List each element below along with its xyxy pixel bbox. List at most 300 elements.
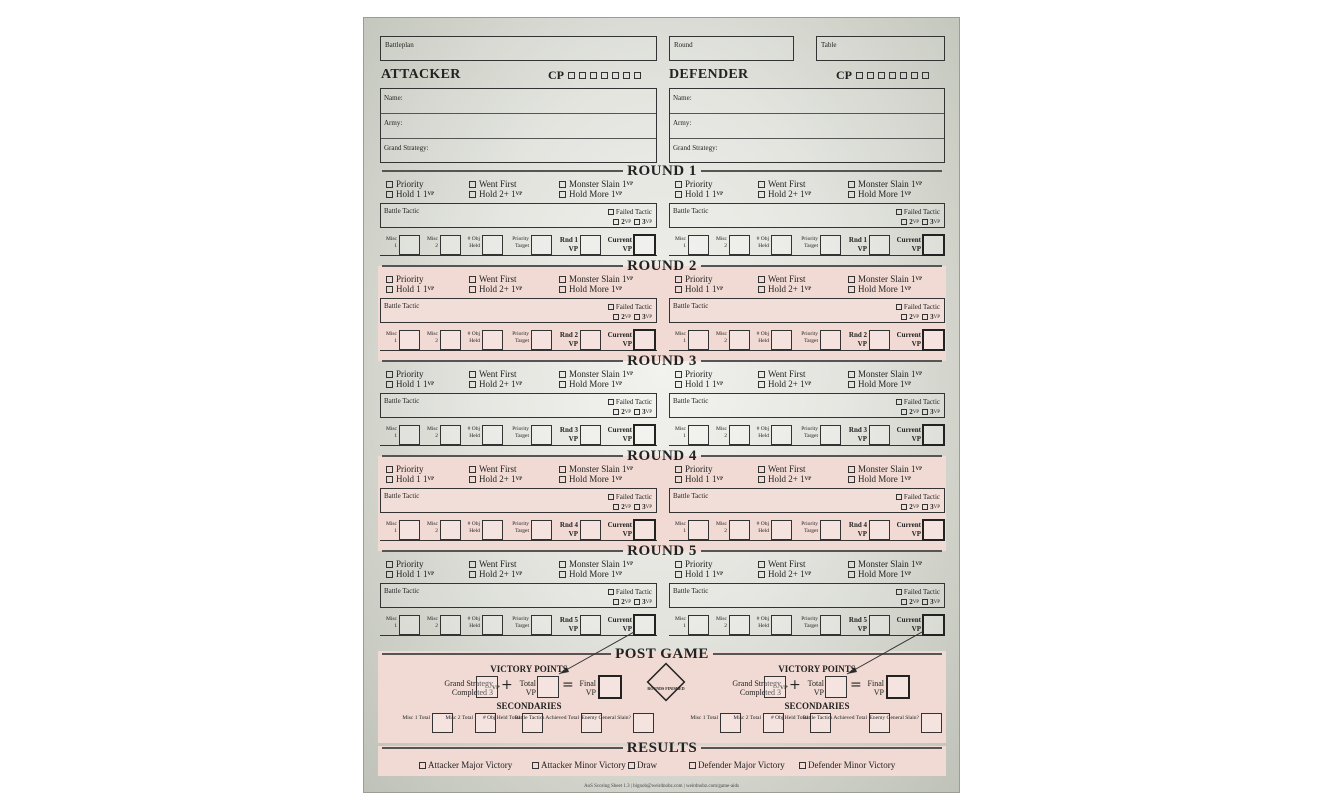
grand-strategy-completed-label-line: Completed 3 (739, 688, 781, 697)
misc-2-label-line: 2 (435, 433, 438, 439)
priority-target-label-line: Target (515, 528, 529, 534)
hold-1-checkbox-label: Hold 1 1 (396, 189, 428, 199)
misc-2-label-line: Misc (716, 616, 727, 622)
misc-2-label-line: 2 (724, 528, 727, 534)
priority-checkbox-label: Priority (685, 559, 713, 569)
misc-2-label-line: Misc (716, 331, 727, 337)
priority-checkbox-label: Priority (396, 464, 424, 474)
checkbox-icon[interactable] (419, 762, 426, 769)
hold-1-checkbox-label: Hold 1 1 (685, 284, 717, 294)
tactic-vp-unit: VP (645, 219, 652, 225)
failed-tactic-label: Failed Tactic (615, 208, 652, 216)
hold-1-checkbox-label: Hold 1 1 (685, 189, 717, 199)
obj-held-label-line: # Obj (467, 426, 480, 432)
hold-1-checkbox-label: Hold 1 1 (685, 569, 717, 579)
current-vp-label-line: VP (622, 435, 632, 443)
monster-slain-checkbox-label: Monster Slain 1 (569, 464, 627, 474)
priority-target-label-line: Priority (801, 616, 818, 622)
priority-checkbox-label: Priority (685, 179, 713, 189)
final-vp-label-line: VP (585, 688, 596, 697)
monster-slain-checkbox-label: Monster Slain 1 (569, 179, 627, 189)
hold-2-checkbox-vp: VP (804, 286, 812, 292)
round-vp-label-line: VP (857, 435, 867, 443)
obj-held-label-line: # Obj (756, 616, 769, 622)
misc-1-label-line: 1 (683, 623, 686, 629)
hold-2-checkbox-vp: VP (515, 286, 523, 292)
hold-more-checkbox-vp: VP (904, 286, 912, 292)
round-title: ROUND 5 (627, 542, 697, 559)
hold-more-checkbox-vp: VP (615, 191, 623, 197)
round-vp-label-line: VP (568, 530, 578, 538)
round-vp-label-line: VP (568, 435, 578, 443)
total-vp-label-line: VP (813, 688, 824, 697)
failed-tactic-label: Failed Tactic (615, 303, 652, 311)
battle-tactic-label: Battle Tactic (384, 397, 420, 405)
hold-1-checkbox-vp: VP (716, 476, 724, 482)
tactic-vp-value: 2 (621, 313, 625, 321)
priority-target-label-line: Target (515, 433, 529, 439)
hold-2-checkbox-vp: VP (804, 571, 812, 577)
defender-title: DEFENDER (669, 67, 749, 82)
misc-1-label-line: 1 (394, 338, 397, 344)
secondary-label: Battle Tactics Achieved Total (514, 715, 579, 721)
current-vp-label-line: VP (622, 245, 632, 253)
secondary-label: Enemy General Slain? (869, 715, 919, 721)
hold-more-checkbox-vp: VP (904, 571, 912, 577)
failed-tactic-label: Failed Tactic (615, 493, 652, 501)
round-title: ROUND 4 (627, 447, 697, 464)
misc-1-label-line: Misc (675, 236, 686, 242)
hold-more-checkbox-vp: VP (904, 381, 912, 387)
army-label: Army: (673, 119, 692, 127)
hold-1-checkbox-label: Hold 1 1 (396, 284, 428, 294)
went-first-checkbox-label: Went First (479, 274, 517, 284)
hold-more-checkbox-label: Hold More 1 (858, 569, 905, 579)
current-vp-label-line: VP (911, 530, 921, 538)
hold-more-checkbox-vp: VP (615, 476, 623, 482)
footer: AoS Scoring Sheet 1.3 | bignob@weirdnobz.com | weirdnobz.com/game-aids (584, 784, 739, 789)
tactic-vp-value: 3 (642, 218, 646, 226)
result-option[interactable] (799, 760, 895, 770)
misc-1-label-line: 1 (394, 243, 397, 249)
secondary-label: Battle Tactics Achieved Total (802, 715, 867, 721)
round-vp-label-line: VP (857, 340, 867, 348)
tactic-vp-value: 2 (909, 408, 913, 416)
checkbox-icon[interactable] (532, 762, 539, 769)
round-vp-label-line: Rnd 3 (848, 426, 867, 434)
failed-tactic-label: Failed Tactic (615, 588, 652, 596)
misc-1-label-line: Misc (386, 426, 397, 432)
hold-more-checkbox-label: Hold More 1 (569, 379, 616, 389)
current-vp-label-line: Current (607, 331, 632, 339)
misc-1-label-line: Misc (675, 616, 686, 622)
misc-1-label-line: 1 (683, 243, 686, 249)
current-vp-label-line: Current (607, 236, 632, 244)
round-vp-label-line: Rnd 5 (559, 616, 578, 624)
obj-held-label-line: # Obj (756, 331, 769, 337)
secondaries-title: SECONDARIES (784, 701, 850, 711)
attacker-cp-label: CP (548, 68, 564, 82)
misc-1-label-line: 1 (683, 338, 686, 344)
hold-2-checkbox-label: Hold 2+ 1 (479, 189, 516, 199)
completed-vp-unit: VP (492, 685, 500, 691)
round-vp-label-line: Rnd 4 (559, 521, 578, 529)
round-vp-label-line: VP (568, 245, 578, 253)
current-vp-label-line: VP (911, 625, 921, 633)
priority-target-label-line: Target (515, 623, 529, 629)
post-game-arrows (364, 18, 960, 793)
misc-2-label-line: Misc (716, 426, 727, 432)
total-vp-box[interactable] (537, 676, 559, 698)
monster-slain-checkbox-label: Monster Slain 1 (569, 274, 627, 284)
obj-held-label-line: Held (758, 623, 769, 629)
checkbox-icon[interactable] (628, 762, 635, 769)
failed-tactic-label: Failed Tactic (903, 398, 940, 406)
hold-1-checkbox-label: Hold 1 1 (396, 569, 428, 579)
misc-1-label-line: Misc (386, 616, 397, 622)
misc-1-label-line: 1 (683, 433, 686, 439)
battle-tactic-label: Battle Tactic (384, 207, 420, 215)
priority-target-label-line: Target (804, 433, 818, 439)
failed-tactic-label: Failed Tactic (903, 208, 940, 216)
round-vp-label-line: Rnd 2 (848, 331, 867, 339)
obj-held-label-line: # Obj (467, 521, 480, 527)
hold-2-checkbox-label: Hold 2+ 1 (768, 474, 805, 484)
round-label: Round (674, 41, 693, 49)
misc-2-label-line: 2 (724, 433, 727, 439)
went-first-checkbox-label: Went First (768, 179, 806, 189)
hold-1-checkbox-label: Hold 1 1 (685, 474, 717, 484)
round-vp-label-line: Rnd 4 (848, 521, 867, 529)
obj-held-label-line: # Obj (756, 521, 769, 527)
table-label: Table (821, 41, 837, 49)
tactic-vp-unit: VP (912, 219, 920, 225)
priority-target-label-line: Target (804, 623, 818, 629)
monster-slain-checkbox-vp: VP (915, 276, 923, 282)
priority-target-label-line: Target (804, 528, 818, 534)
tactic-vp-value: 3 (930, 218, 934, 226)
hold-more-checkbox-label: Hold More 1 (569, 569, 616, 579)
hold-more-checkbox-label: Hold More 1 (569, 474, 616, 484)
tactic-vp-unit: VP (645, 314, 652, 320)
result-option-label: Attacker Minor Victory (541, 760, 626, 770)
priority-target-label-line: Target (515, 243, 529, 249)
misc-1-label-line: 1 (394, 433, 397, 439)
hold-2-checkbox-vp: VP (515, 476, 523, 482)
result-option[interactable] (532, 760, 626, 770)
tactic-vp-value: 3 (642, 598, 646, 606)
tactic-vp-unit: VP (912, 504, 920, 510)
hold-2-checkbox-label: Hold 2+ 1 (768, 569, 805, 579)
final-vp-box[interactable] (598, 675, 622, 699)
priority-target-label-line: Priority (512, 236, 529, 242)
hold-2-checkbox-label: Hold 2+ 1 (479, 569, 516, 579)
hold-2-checkbox-vp: VP (515, 571, 523, 577)
grand-strategy-label: Grand Strategy: (673, 144, 718, 152)
tactic-vp-value: 2 (909, 598, 913, 606)
hold-2-checkbox-label: Hold 2+ 1 (479, 284, 516, 294)
went-first-checkbox-label: Went First (479, 464, 517, 474)
current-vp-label-line: VP (911, 435, 921, 443)
battle-tactic-label: Battle Tactic (673, 302, 709, 310)
hold-more-checkbox-vp: VP (615, 571, 623, 577)
tactic-vp-unit: VP (933, 314, 940, 320)
current-vp-label-line: Current (896, 331, 921, 339)
misc-2-label-line: 2 (724, 243, 727, 249)
tactic-vp-unit: VP (933, 504, 940, 510)
monster-slain-checkbox-vp: VP (915, 561, 923, 567)
hold-1-checkbox-vp: VP (427, 286, 435, 292)
priority-target-label-line: Target (804, 338, 818, 344)
current-vp-label-line: Current (896, 236, 921, 244)
hold-1-checkbox-vp: VP (716, 381, 724, 387)
tactic-vp-unit: VP (933, 219, 940, 225)
priority-checkbox-label: Priority (396, 559, 424, 569)
hold-1-checkbox-vp: VP (716, 191, 724, 197)
tactic-vp-value: 2 (909, 503, 913, 511)
secondary-label: Misc 2 Total (733, 715, 761, 721)
tactic-vp-unit: VP (624, 599, 632, 605)
priority-checkbox-label: Priority (685, 274, 713, 284)
hold-1-checkbox-label: Hold 1 1 (396, 474, 428, 484)
obj-held-label-line: Held (758, 243, 769, 249)
monster-slain-checkbox-vp: VP (626, 371, 634, 377)
secondary-label: Misc 2 Total (445, 715, 473, 721)
went-first-checkbox-label: Went First (768, 369, 806, 379)
hold-more-checkbox-label: Hold More 1 (858, 284, 905, 294)
battle-tactic-label: Battle Tactic (673, 492, 709, 500)
secondary-label: Misc 1 Total (402, 715, 430, 721)
result-option[interactable] (419, 760, 512, 770)
priority-target-label-line: Priority (512, 426, 529, 432)
monster-slain-checkbox-vp: VP (626, 276, 634, 282)
misc-1-label-line: Misc (386, 236, 397, 242)
priority-target-label-line: Target (515, 338, 529, 344)
monster-slain-checkbox-vp: VP (626, 466, 634, 472)
misc-2-label-line: 2 (435, 243, 438, 249)
misc-1-label-line: 1 (683, 528, 686, 534)
failed-tactic-label: Failed Tactic (903, 493, 940, 501)
battleplan-label: Battleplan (385, 41, 414, 49)
obj-held-label-line: Held (758, 338, 769, 344)
priority-target-label-line: Priority (512, 616, 529, 622)
result-option[interactable] (689, 760, 785, 770)
round-vp-label-line: Rnd 2 (559, 331, 578, 339)
battle-tactic-label: Battle Tactic (673, 207, 709, 215)
hold-1-checkbox-vp: VP (427, 381, 435, 387)
hold-more-checkbox-label: Hold More 1 (858, 189, 905, 199)
priority-target-label-line: Priority (801, 521, 818, 527)
battle-tactic-label: Battle Tactic (384, 492, 420, 500)
scoring-sheet (363, 17, 960, 793)
obj-held-label-line: Held (758, 433, 769, 439)
tactic-vp-value: 3 (642, 503, 646, 511)
misc-2-label-line: 2 (724, 338, 727, 344)
result-option-label: Draw (637, 760, 657, 770)
army-label: Army: (384, 119, 403, 127)
hold-2-checkbox-vp: VP (804, 476, 812, 482)
monster-slain-checkbox-label: Monster Slain 1 (858, 274, 916, 284)
total-vp-label (800, 679, 824, 697)
went-first-checkbox-label: Went First (768, 559, 806, 569)
result-option-label: Defender Major Victory (698, 760, 785, 770)
hold-more-checkbox-label: Hold More 1 (569, 284, 616, 294)
round-vp-label-line: Rnd 1 (848, 236, 867, 244)
priority-target-label-line: Target (804, 243, 818, 249)
tactic-vp-unit: VP (912, 599, 920, 605)
hold-2-checkbox-label: Hold 2+ 1 (479, 379, 516, 389)
priority-checkbox-label: Priority (396, 274, 424, 284)
equals-icon: = (850, 677, 862, 693)
round-title: ROUND 2 (627, 257, 697, 274)
secondary-label: # Obj Held Total (483, 715, 520, 721)
failed-tactic-label: Failed Tactic (615, 398, 652, 406)
attacker-title: ATTACKER (381, 67, 461, 82)
monster-slain-checkbox-label: Monster Slain 1 (858, 179, 916, 189)
total-vp-label-line: Total (807, 679, 824, 688)
obj-held-label-line: # Obj (756, 236, 769, 242)
monster-slain-checkbox-vp: VP (626, 561, 634, 567)
hold-2-checkbox-label: Hold 2+ 1 (768, 379, 805, 389)
priority-target-label-line: Priority (512, 521, 529, 527)
monster-slain-checkbox-vp: VP (915, 181, 923, 187)
round-vp-label-line: Rnd 1 (559, 236, 578, 244)
battle-tactic-label: Battle Tactic (673, 397, 709, 405)
battle-tactic-label: Battle Tactic (673, 587, 709, 595)
tactic-vp-unit: VP (645, 599, 652, 605)
secondary-label: Enemy General Slain? (581, 715, 631, 721)
round-vp-label-line: Rnd 5 (848, 616, 867, 624)
round-vp-label-line: VP (568, 340, 578, 348)
misc-2-label-line: 2 (435, 528, 438, 534)
misc-2-label-line: Misc (427, 521, 438, 527)
defender-cp-label: CP (836, 68, 852, 82)
grand-strategy-label: Grand Strategy: (384, 144, 429, 152)
tactic-vp-unit: VP (645, 504, 652, 510)
went-first-checkbox-label: Went First (768, 274, 806, 284)
total-vp-label (512, 679, 536, 697)
final-vp-box[interactable] (886, 675, 910, 699)
hold-2-checkbox-label: Hold 2+ 1 (768, 284, 805, 294)
tactic-vp-value: 3 (930, 598, 934, 606)
round-vp-label-line: VP (857, 245, 867, 253)
hold-2-checkbox-label: Hold 2+ 1 (768, 189, 805, 199)
grand-strategy-box[interactable] (764, 676, 786, 698)
checkbox-icon[interactable] (799, 762, 806, 769)
went-first-checkbox-label: Went First (479, 369, 517, 379)
hold-more-checkbox-vp: VP (615, 286, 623, 292)
obj-held-label-line: # Obj (467, 236, 480, 242)
tactic-vp-unit: VP (912, 409, 920, 415)
monster-slain-checkbox-vp: VP (915, 371, 923, 377)
checkbox-icon[interactable] (689, 762, 696, 769)
current-vp-label-line: Current (896, 426, 921, 434)
grand-strategy-box[interactable] (476, 676, 498, 698)
secondary-box[interactable] (921, 713, 942, 733)
tactic-vp-unit: VP (933, 409, 940, 415)
misc-1-label-line: Misc (675, 331, 686, 337)
result-option-label: Defender Minor Victory (808, 760, 896, 770)
rounds-finished-label: ROUNDS FINISHED (647, 686, 685, 691)
current-vp-label-line: VP (622, 530, 632, 538)
hold-more-checkbox-label: Hold More 1 (858, 379, 905, 389)
tactic-vp-unit: VP (624, 409, 632, 415)
obj-held-label-line: Held (469, 243, 480, 249)
priority-checkbox-label: Priority (685, 464, 713, 474)
misc-2-label-line: Misc (427, 616, 438, 622)
hold-1-checkbox-label: Hold 1 1 (396, 379, 428, 389)
misc-2-label-line: 2 (724, 623, 727, 629)
grand-strategy-completed-label-line: Grand Strategy (444, 679, 493, 688)
round-vp-label-line: VP (857, 625, 867, 633)
final-vp-label (574, 679, 596, 697)
plus-icon: + (501, 677, 513, 693)
priority-checkbox-label: Priority (396, 179, 424, 189)
misc-2-label-line: Misc (427, 426, 438, 432)
secondaries-title: SECONDARIES (496, 701, 562, 711)
round-vp-label-line: VP (857, 530, 867, 538)
current-vp-label-line: Current (896, 616, 921, 624)
total-vp-box[interactable] (825, 676, 847, 698)
hold-2-checkbox-label: Hold 2+ 1 (479, 474, 516, 484)
failed-tactic-label: Failed Tactic (903, 588, 940, 596)
current-vp-label-line: VP (911, 245, 921, 253)
rounds-finished-diamond[interactable] (648, 664, 685, 701)
name-label: Name: (673, 94, 692, 102)
misc-2-label-line: Misc (427, 331, 438, 337)
hold-2-checkbox-vp: VP (804, 381, 812, 387)
priority-target-label-line: Priority (801, 236, 818, 242)
misc-1-label-line: Misc (675, 521, 686, 527)
total-vp-label-line: VP (525, 688, 536, 697)
final-vp-label-line: Final (579, 679, 596, 688)
current-vp-label-line: VP (622, 625, 632, 633)
monster-slain-checkbox-label: Monster Slain 1 (569, 559, 627, 569)
battle-tactic-label: Battle Tactic (384, 587, 420, 595)
priority-target-label-line: Priority (801, 331, 818, 337)
priority-checkbox-label: Priority (396, 369, 424, 379)
hold-2-checkbox-vp: VP (515, 191, 523, 197)
obj-held-label-line: # Obj (467, 616, 480, 622)
result-option[interactable] (628, 760, 657, 770)
tactic-vp-value: 3 (642, 408, 646, 416)
round-vp-label-line: Rnd 3 (559, 426, 578, 434)
round-vp-label-line: VP (568, 625, 578, 633)
hold-2-checkbox-vp: VP (515, 381, 523, 387)
went-first-checkbox-label: Went First (479, 179, 517, 189)
misc-2-label-line: Misc (716, 236, 727, 242)
hold-more-checkbox-vp: VP (615, 381, 623, 387)
monster-slain-checkbox-vp: VP (915, 466, 923, 472)
secondary-box[interactable] (633, 713, 654, 733)
current-vp-label-line: Current (607, 426, 632, 434)
round-title: ROUND 3 (627, 352, 697, 369)
tactic-vp-value: 2 (621, 503, 625, 511)
tactic-vp-unit: VP (624, 504, 632, 510)
obj-held-label-line: Held (469, 528, 480, 534)
tactic-vp-unit: VP (624, 314, 632, 320)
monster-slain-checkbox-label: Monster Slain 1 (858, 369, 916, 379)
went-first-checkbox-label: Went First (768, 464, 806, 474)
failed-tactic-label: Failed Tactic (903, 303, 940, 311)
battle-tactic-label: Battle Tactic (384, 302, 420, 310)
tactic-vp-unit: VP (624, 219, 632, 225)
final-vp-label-line: VP (873, 688, 884, 697)
tactic-vp-value: 3 (930, 503, 934, 511)
obj-held-label-line: Held (758, 528, 769, 534)
hold-1-checkbox-vp: VP (427, 191, 435, 197)
results-title: RESULTS (626, 739, 698, 756)
